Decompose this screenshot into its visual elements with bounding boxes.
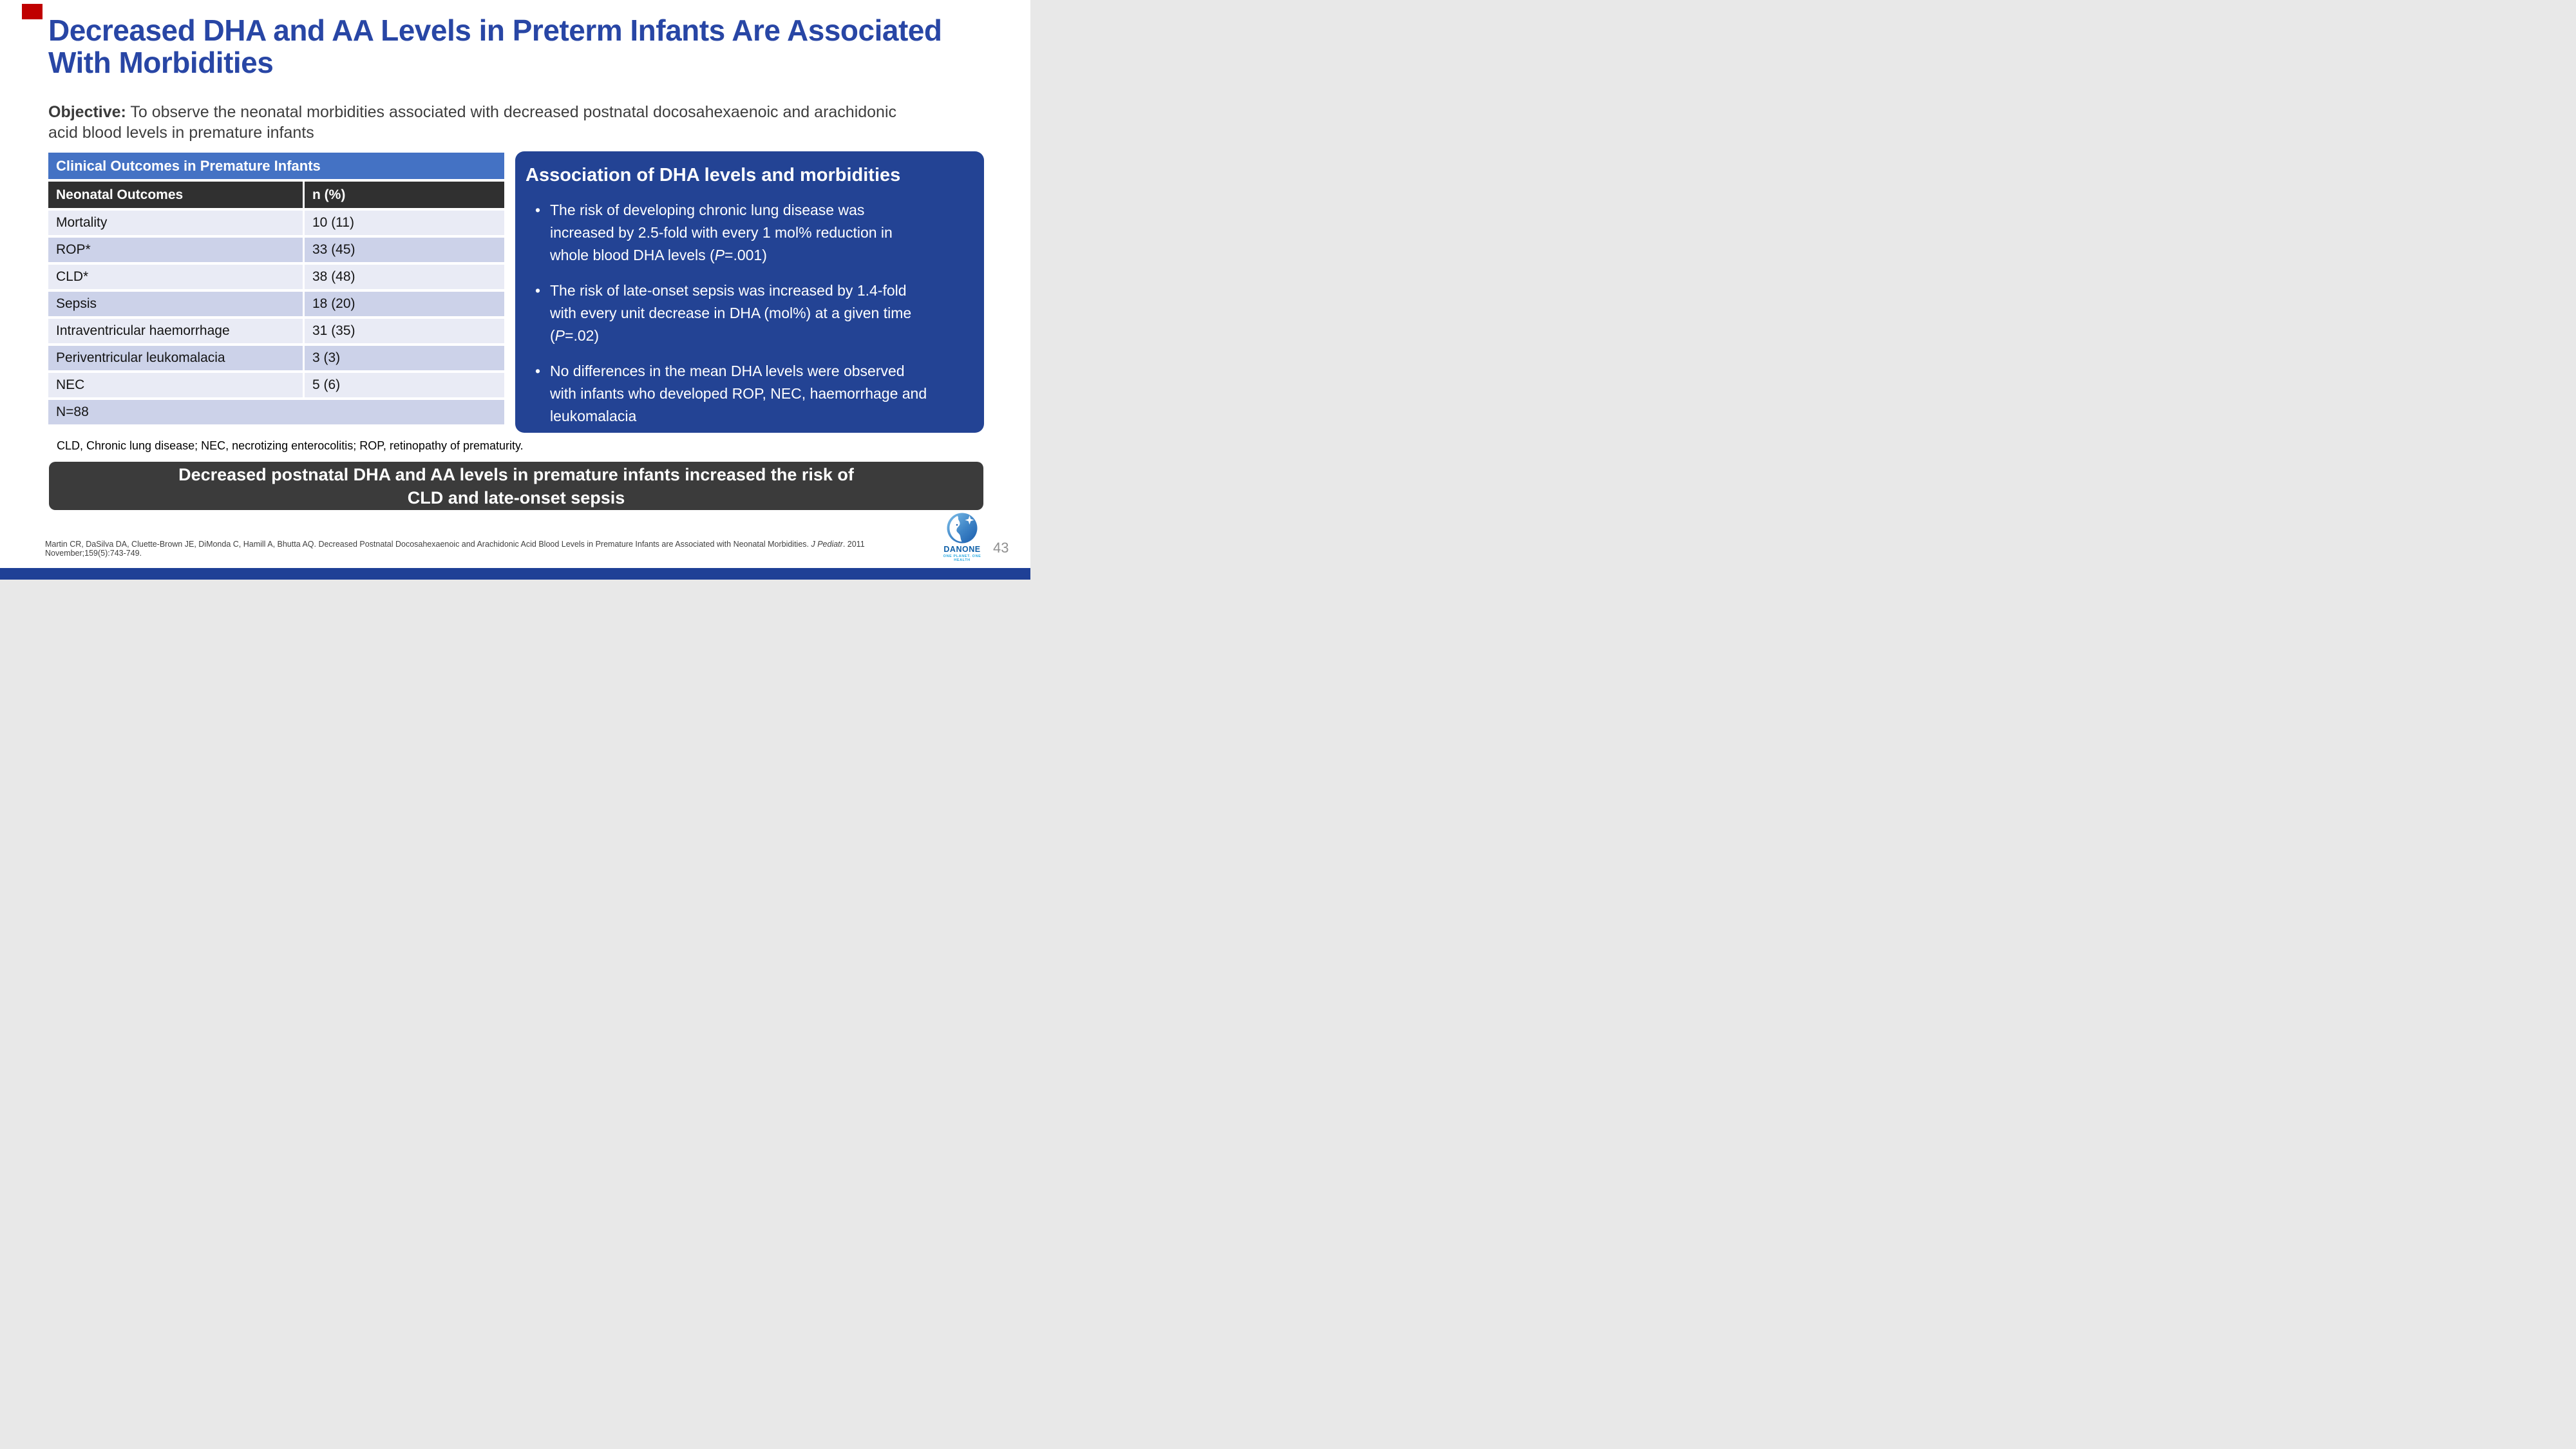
- bullet-item: [526, 360, 967, 428]
- table-row: [48, 211, 504, 235]
- table-header-col2: n (%): [305, 182, 504, 208]
- bullet-italic-p: P: [554, 327, 565, 344]
- page-title: [48, 14, 1001, 79]
- reference-citation: [45, 540, 876, 558]
- row-outcome: NEC: [48, 373, 303, 397]
- table-row: [48, 346, 504, 370]
- row-outcome: ROP*: [48, 238, 303, 262]
- bullet-text: No differences in the mean DHA levels were observed with infants who developed ROP, NEC, haemorrhage and leukomalacia: [550, 363, 927, 424]
- citation-text: Martin CR, DaSilva DA, Cluette-Brown JE, DiMonda C, Hamill A, Bhutta AQ. Decreased Postnatal Docosahexaenoic and Arachidonic Acid Blood Levels in Premature Infants are Associated with Neonatal Morbidities.: [45, 540, 811, 549]
- row-value: 5 (6): [305, 373, 504, 397]
- bullet-italic-p: P: [714, 247, 725, 263]
- association-info-box: [515, 151, 984, 433]
- row-value: 38 (48): [305, 265, 504, 289]
- page-number: 43: [993, 540, 1009, 556]
- bullet-item: [526, 199, 967, 267]
- row-outcome: Mortality: [48, 211, 303, 235]
- row-value: 33 (45): [305, 238, 504, 262]
- danone-globe-icon: [946, 512, 978, 544]
- citation-year: . 2011: [842, 540, 865, 549]
- table-row: [48, 238, 504, 262]
- bullet-text-end: =.02): [565, 327, 600, 344]
- clinical-outcomes-table: [48, 153, 504, 424]
- bottom-blue-bar: [0, 568, 1030, 580]
- table-n-row: N=88: [48, 400, 504, 424]
- info-box-heading: Association of DHA levels and morbidities: [526, 165, 901, 185]
- slide: [0, 0, 1030, 580]
- banner-line2: CLD and late-onset sepsis: [407, 488, 625, 507]
- danone-wordmark: DANONE: [943, 545, 981, 554]
- row-value: 31 (35): [305, 319, 504, 343]
- objective-label: Objective:: [48, 103, 126, 121]
- row-value: 18 (20): [305, 292, 504, 316]
- citation-line2: November;159(5):743-749.: [45, 549, 142, 558]
- red-accent-rect: [22, 4, 43, 19]
- objective-paragraph: [48, 102, 905, 143]
- banner-line1: Decreased postnatal DHA and AA levels in premature infants increased the risk of: [178, 464, 854, 484]
- bullet-marker: •: [535, 202, 541, 218]
- row-value: 3 (3): [305, 346, 504, 370]
- citation-journal: J Pediatr: [811, 540, 843, 549]
- table-header-row: [48, 182, 504, 208]
- row-outcome: Sepsis: [48, 292, 303, 316]
- table-row: [48, 319, 504, 343]
- table-row: [48, 373, 504, 397]
- danone-tagline: ONE PLANET. ONE HEALTH: [943, 554, 981, 562]
- conclusion-banner: [49, 462, 983, 510]
- row-outcome: CLD*: [48, 265, 303, 289]
- page-title-line1: Decreased DHA and AA Levels in Preterm Infants Are Associated: [48, 14, 942, 47]
- objective-text: To observe the neonatal morbidities associated with decreased postnatal docosahexaenoic and arachidonic acid blood levels in premature infants: [48, 103, 897, 142]
- bullet-text: The risk of late-onset sepsis was increased by 1.4-fold with every unit decrease in DHA (mol%) at a given time (: [550, 282, 912, 344]
- bullet-marker: •: [535, 282, 541, 299]
- danone-logo: [935, 512, 989, 562]
- row-value: 10 (11): [305, 211, 504, 235]
- bullet-text-end: =.001): [724, 247, 767, 263]
- row-outcome: Periventricular leukomalacia: [48, 346, 303, 370]
- row-outcome: Intraventricular haemorrhage: [48, 319, 303, 343]
- page-title-line2: With Morbidities: [48, 46, 274, 79]
- citation-line1: [45, 540, 876, 549]
- table-title: Clinical Outcomes in Premature Infants: [56, 157, 321, 174]
- table-title-bar: [48, 153, 504, 179]
- bullet-item: [526, 279, 967, 347]
- table-row: [48, 292, 504, 316]
- bullet-marker: •: [535, 363, 541, 379]
- table-row: [48, 265, 504, 289]
- table-footnote: CLD, Chronic lung disease; NEC, necrotizing enterocolitis; ROP, retinopathy of prematurity.: [57, 439, 524, 452]
- bullet-text: The risk of developing chronic lung disease was increased by 2.5-fold with every 1 mol% reduction in whole blood DHA levels (: [550, 202, 893, 263]
- table-header-col1: Neonatal Outcomes: [48, 182, 303, 208]
